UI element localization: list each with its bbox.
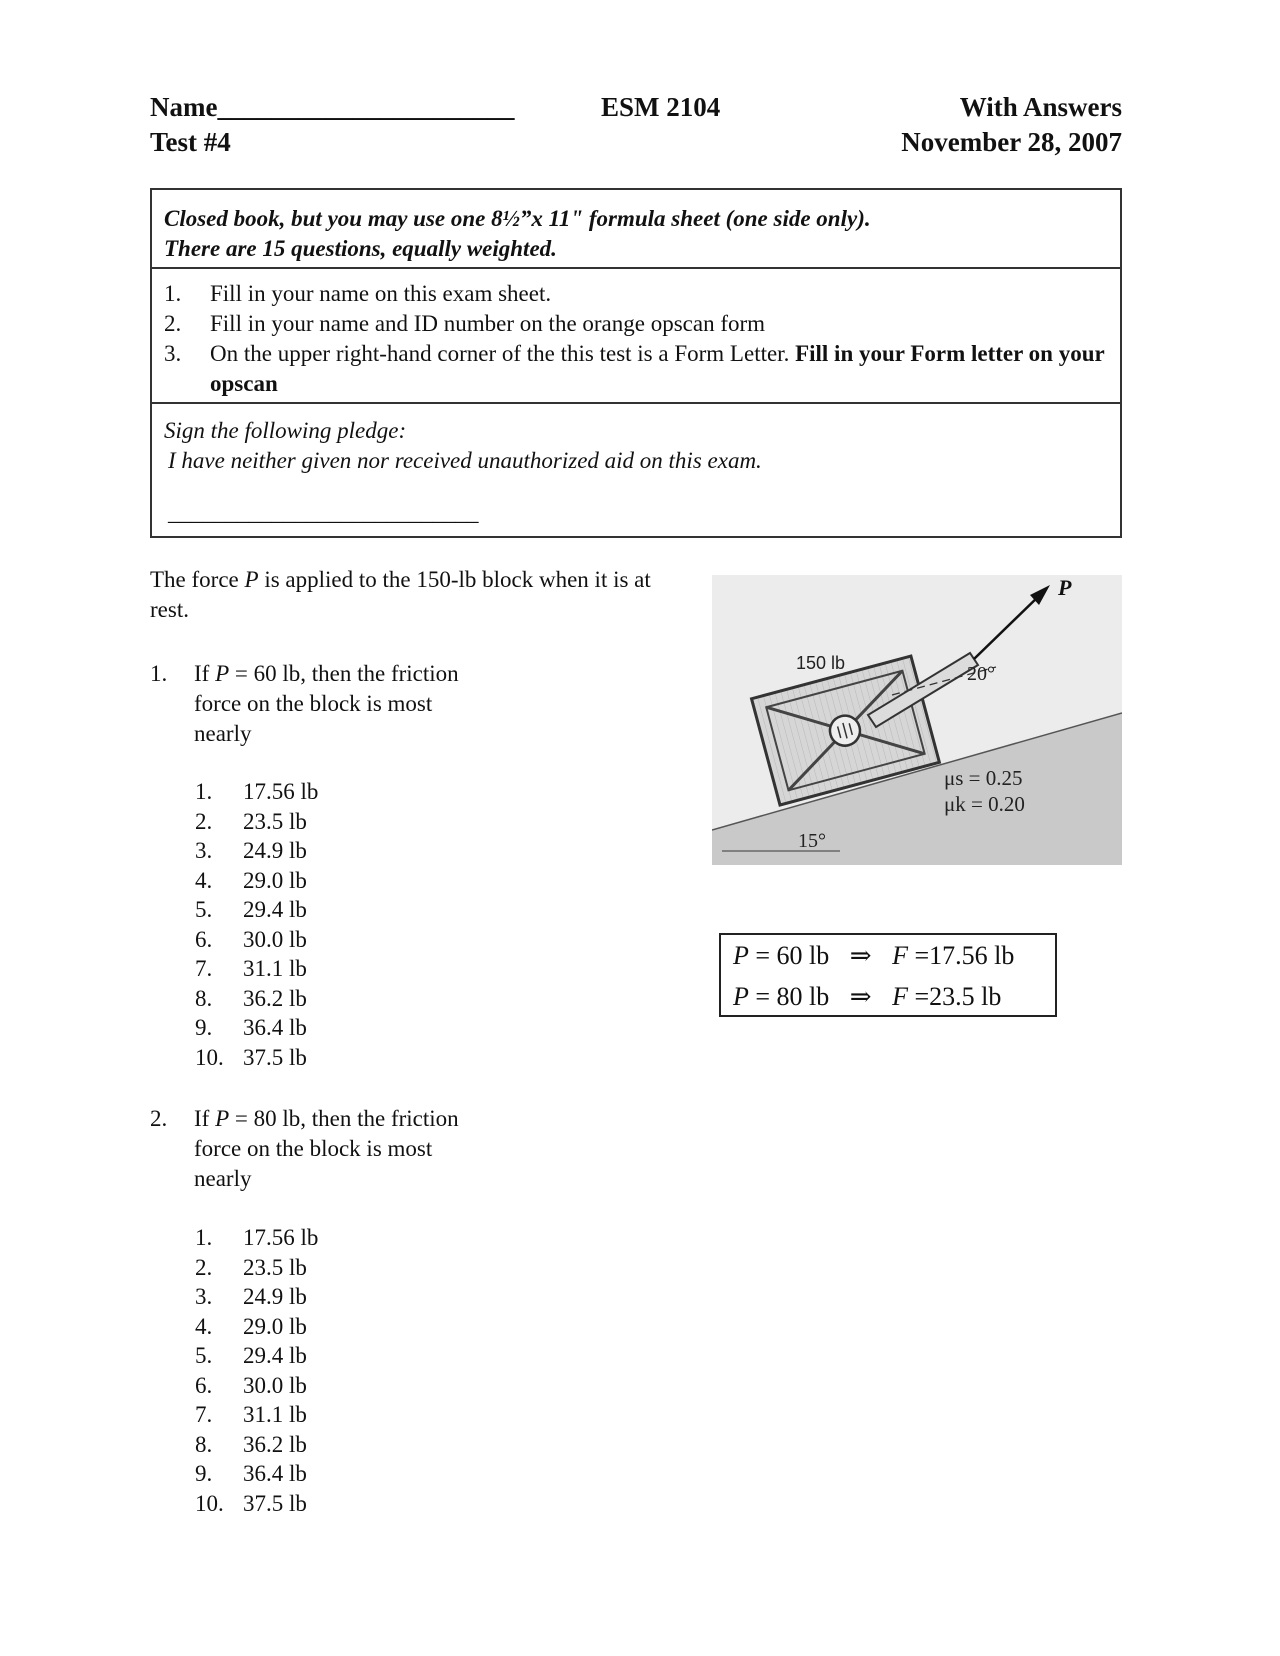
force-angle-label: 20° bbox=[967, 663, 995, 685]
answer-option[interactable]: 9. 36.4 lb bbox=[195, 1015, 307, 1040]
steps-list bbox=[152, 269, 1120, 404]
exam-date: November 28, 2007 bbox=[901, 127, 1122, 157]
answer-row-2: P = 80 lb ⇒ F =23.5 lb bbox=[733, 982, 1002, 1011]
step-item: 2. Fill in your name and ID number on the orange opscan form bbox=[164, 311, 766, 336]
answer-option[interactable]: 6. 30.0 lb bbox=[195, 1372, 307, 1398]
instructions-box bbox=[150, 188, 1122, 538]
answer-option[interactable]: 7. 31.1 lb bbox=[195, 956, 307, 981]
static-friction-coefficient: μs = 0.25 bbox=[944, 766, 1023, 790]
weight-label: 150 lb bbox=[796, 653, 846, 673]
question-2-text: If P = 80 lb, then the friction force on the block is most nearly bbox=[194, 1106, 459, 1191]
name-field-label: Name______________________ bbox=[150, 92, 515, 122]
answer-option[interactable]: 9. 36.4 lb bbox=[195, 1461, 307, 1486]
problem-statement: The force P is applied to the 150-lb block when it is at rest. bbox=[150, 567, 651, 622]
answer-option[interactable]: 8. 36.2 lb bbox=[195, 985, 307, 1011]
answer-option[interactable]: 6. 30.0 lb bbox=[195, 926, 307, 952]
answer-option[interactable]: 1. 17.56 lb bbox=[195, 779, 319, 804]
kinetic-friction-coefficient: μk = 0.20 bbox=[944, 792, 1025, 816]
answer-option[interactable]: 2. 23.5 lb bbox=[195, 1254, 307, 1280]
rules-line-2: There are 15 questions, equally weighted. bbox=[164, 236, 557, 261]
answer-option[interactable]: 10. 37.5 lb bbox=[195, 1490, 307, 1516]
answer-option[interactable]: 5. 29.4 lb bbox=[195, 897, 307, 922]
answer-option[interactable]: 5. 29.4 lb bbox=[195, 1343, 307, 1368]
question-1-number: 1. bbox=[150, 661, 168, 686]
pledge-text: I have neither given nor received unauthorized aid on this exam. bbox=[168, 448, 762, 473]
implies-arrow: ⇒ bbox=[849, 941, 872, 970]
question-1-options bbox=[195, 777, 318, 1072]
signature-line[interactable]: ___________________________ bbox=[168, 500, 479, 525]
answer-option[interactable]: 4. 29.0 lb bbox=[195, 867, 307, 893]
answer-option[interactable]: 3. 24.9 lb bbox=[195, 838, 307, 863]
answer-option[interactable]: 10. 37.5 lb bbox=[195, 1044, 307, 1070]
answer-row-1: P = 60 lb ⇒ F =17.56 lb bbox=[733, 941, 1015, 970]
answer-option[interactable]: 4. 29.0 lb bbox=[195, 1313, 307, 1339]
incline-angle-label: 15° bbox=[798, 830, 826, 852]
step-item: 3. On the upper right-hand corner of the this test is a Form Letter. Fill in your Form letter on your opscan bbox=[164, 341, 1105, 396]
implies-arrow: ⇒ bbox=[849, 982, 872, 1011]
answer-option[interactable]: 3. 24.9 lb bbox=[195, 1284, 307, 1309]
question-2-number: 2. bbox=[150, 1106, 168, 1131]
question-1-text: If P = 60 lb, then the friction force on the block is most nearly bbox=[194, 661, 459, 746]
question-2-options bbox=[195, 1223, 318, 1518]
pledge-section bbox=[152, 404, 1120, 536]
course-code: ESM 2104 bbox=[601, 92, 721, 122]
answer-option[interactable]: 2. 23.5 lb bbox=[195, 808, 307, 834]
test-number: Test #4 bbox=[150, 127, 231, 157]
answer-option[interactable]: 1. 17.56 lb bbox=[195, 1225, 319, 1250]
pledge-title: Sign the following pledge: bbox=[164, 418, 407, 443]
force-label: P bbox=[1058, 575, 1072, 600]
form-letter-note: Fill in your Form letter on your opscan bbox=[210, 341, 1105, 396]
answers-label: With Answers bbox=[959, 92, 1122, 122]
exam-rules bbox=[152, 190, 1120, 269]
answer-box bbox=[719, 933, 1057, 1017]
answer-option[interactable]: 7. 31.1 lb bbox=[195, 1402, 307, 1427]
answer-option[interactable]: 8. 36.2 lb bbox=[195, 1431, 307, 1457]
block-incline-figure bbox=[712, 575, 1122, 865]
rules-line-1: Closed book, but you may use one 8½”x 11" formula sheet (one side only). bbox=[164, 206, 871, 231]
step-item: 1. Fill in your name on this exam sheet. bbox=[164, 281, 552, 306]
